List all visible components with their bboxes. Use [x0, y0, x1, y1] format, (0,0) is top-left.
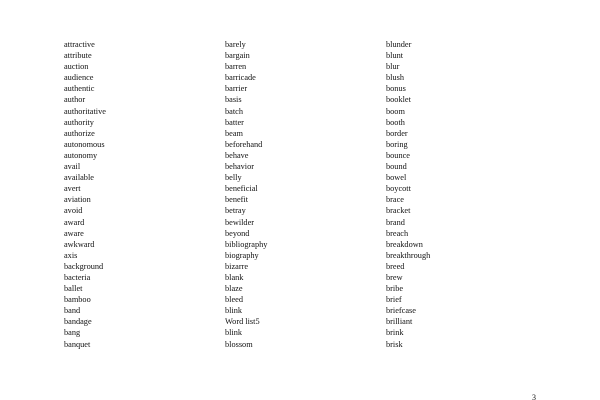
word-entry: beam — [225, 128, 243, 138]
word-entry: booth — [386, 117, 405, 127]
word-entry: blank — [225, 272, 244, 282]
word-entry: booklet — [386, 95, 411, 105]
word-entry: bewilder — [225, 217, 255, 227]
word-entry: avoid — [64, 206, 83, 216]
word-entry: boom — [386, 106, 405, 116]
word-entry: bracket — [386, 206, 411, 216]
word-entry: boring — [386, 139, 408, 149]
word-entry: bang — [64, 328, 81, 338]
page-number: 3 — [532, 393, 536, 400]
word-entry: ballet — [64, 284, 83, 294]
word-entry: background — [64, 261, 104, 271]
word-entry: blush — [386, 73, 404, 83]
word-entry: belly — [225, 173, 242, 183]
word-column-1 — [64, 39, 106, 350]
word-entry: brief — [386, 295, 402, 305]
word-entry: basis — [225, 95, 242, 105]
word-entry: bribe — [386, 284, 404, 294]
word-entry: attribute — [64, 51, 92, 61]
word-entry: authoritative — [64, 106, 106, 116]
word-entry: blink — [225, 306, 243, 316]
word-entry: briefcase — [386, 306, 416, 316]
word-entry: bleed — [225, 295, 243, 305]
word-entry: beyond — [225, 228, 250, 238]
word-entry: brand — [386, 217, 405, 227]
word-entry: Word list5 — [225, 317, 260, 327]
word-entry: axis — [64, 250, 78, 260]
word-entry: bamboo — [64, 295, 91, 305]
word-entry: authentic — [64, 84, 95, 94]
word-entry: betray — [225, 206, 246, 216]
word-entry: avail — [64, 162, 81, 172]
word-entry: bibliography — [225, 239, 268, 249]
word-entry: batter — [225, 117, 244, 127]
word-entry: blur — [386, 62, 400, 72]
word-entry: blink — [225, 328, 243, 338]
word-entry: bowel — [386, 173, 407, 183]
word-entry: band — [64, 306, 81, 316]
word-entry: biography — [225, 250, 259, 260]
word-entry: bound — [386, 162, 407, 172]
word-entry: batch — [225, 106, 243, 116]
word-entry: boycott — [386, 184, 411, 194]
word-entry: avert — [64, 184, 81, 194]
word-entry: beforehand — [225, 139, 263, 149]
word-entry: benefit — [225, 195, 249, 205]
word-entry: brilliant — [386, 317, 413, 327]
word-entry: brace — [386, 195, 404, 205]
word-entry: autonomous — [64, 139, 105, 149]
word-entry: award — [64, 217, 85, 227]
word-entry: awkward — [64, 239, 95, 249]
word-entry: barrier — [225, 84, 248, 94]
word-entry: brew — [386, 272, 403, 282]
word-entry: border — [386, 128, 408, 138]
word-entry: behavior — [225, 162, 255, 172]
word-entry: autonomy — [64, 150, 98, 160]
word-entry: blaze — [225, 284, 243, 294]
word-entry: barricade — [225, 73, 256, 83]
word-entry: brink — [386, 328, 404, 338]
word-entry: auction — [64, 62, 89, 72]
word-entry: available — [64, 173, 94, 183]
word-entry: brisk — [386, 339, 403, 349]
word-entry: bounce — [386, 150, 410, 160]
word-entry: barren — [225, 62, 247, 72]
word-entry: blunder — [386, 40, 412, 49]
word-entry: bonus — [386, 84, 406, 94]
word-entry: beneficial — [225, 184, 258, 194]
word-entry: bandage — [64, 317, 92, 327]
word-entry: breach — [386, 228, 409, 238]
word-entry: banquet — [64, 339, 91, 349]
word-entry: authority — [64, 117, 94, 127]
word-entry: breed — [386, 261, 405, 271]
word-entry: bargain — [225, 51, 250, 61]
word-entry: aviation — [64, 195, 91, 205]
word-entry: bizarre — [225, 261, 249, 271]
word-entry: bacteria — [64, 272, 91, 282]
word-entry: aware — [64, 228, 84, 238]
word-column-3 — [386, 39, 430, 350]
word-entry: author — [64, 95, 86, 105]
word-entry: blunt — [386, 51, 404, 61]
word-entry: behave — [225, 150, 249, 160]
word-entry: audience — [64, 73, 94, 83]
word-entry: authorize — [64, 128, 95, 138]
word-entry: attractive — [64, 40, 95, 49]
word-entry: barely — [225, 40, 246, 49]
word-entry: breakthrough — [386, 250, 431, 260]
word-entry: breakdown — [386, 239, 423, 249]
word-entry: blossom — [225, 339, 253, 349]
word-column-2 — [225, 39, 267, 350]
